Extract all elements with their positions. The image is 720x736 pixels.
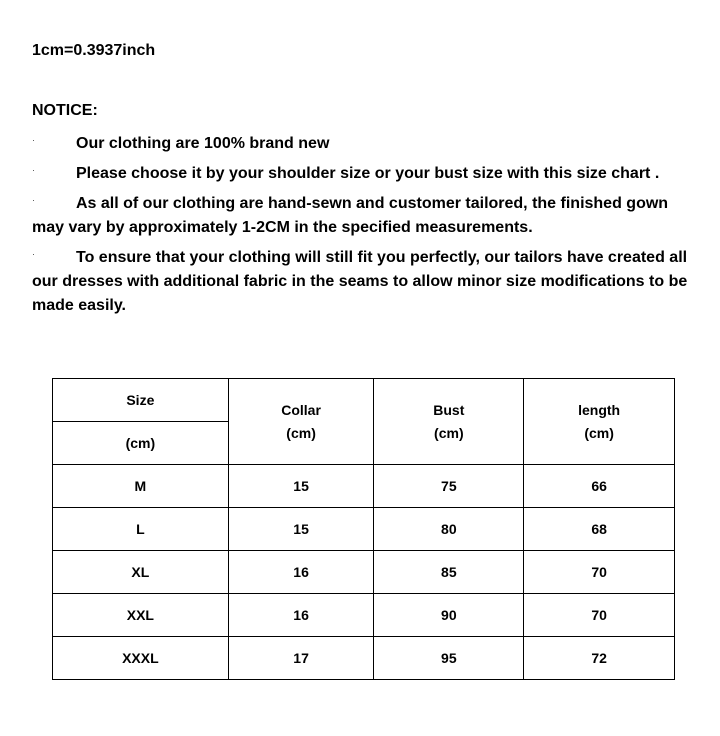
cell-collar: 16 — [228, 594, 374, 637]
table-row — [53, 465, 675, 508]
cell-collar: 15 — [228, 465, 374, 508]
cell-collar: 17 — [228, 637, 374, 680]
cell-bust: 90 — [374, 594, 524, 637]
cell-bust: 95 — [374, 637, 524, 680]
header-collar-label: Collar — [281, 401, 321, 418]
cell-length: 70 — [524, 594, 675, 637]
cell-size: XXXL — [53, 637, 229, 680]
bullet-icon: · — [32, 165, 35, 175]
notice-item — [32, 246, 692, 318]
header-length-unit: (cm) — [584, 424, 614, 441]
bullet-icon: · — [32, 249, 35, 259]
table-row — [53, 508, 675, 551]
header-size-unit: (cm) — [53, 422, 229, 465]
cell-size: M — [53, 465, 229, 508]
cell-collar: 15 — [228, 508, 374, 551]
cell-length: 66 — [524, 465, 675, 508]
notice-item — [32, 192, 692, 240]
cell-bust: 75 — [374, 465, 524, 508]
cell-bust: 85 — [374, 551, 524, 594]
bullet-icon: · — [32, 195, 35, 205]
table-header-row — [53, 379, 675, 422]
header-collar — [228, 379, 374, 465]
cell-collar: 16 — [228, 551, 374, 594]
cell-size: L — [53, 508, 229, 551]
table-row — [53, 551, 675, 594]
header-size: Size — [53, 379, 229, 422]
notice-item — [32, 162, 692, 186]
notice-text: To ensure that your clothing will still fit you perfectly, our tailors have created all our dresses with additional fabric in the seams to allow minor size modifications to be made easily. — [32, 249, 688, 314]
notice-item — [32, 132, 692, 156]
table-row — [53, 594, 675, 637]
cell-size: XXL — [53, 594, 229, 637]
header-collar-unit: (cm) — [286, 424, 316, 441]
cell-bust: 80 — [374, 508, 524, 551]
header-length — [524, 379, 675, 465]
size-chart-table — [52, 378, 675, 680]
cell-length: 72 — [524, 637, 675, 680]
header-bust-unit: (cm) — [434, 424, 464, 441]
notice-title: NOTICE: — [32, 102, 98, 119]
notice-text: Our clothing are 100% brand new — [76, 135, 330, 152]
notice-list — [32, 132, 692, 324]
notice-text: Please choose it by your shoulder size or your bust size with this size chart . — [76, 165, 660, 182]
header-length-label: length — [578, 401, 621, 418]
header-bust — [374, 379, 524, 465]
cell-size: XL — [53, 551, 229, 594]
unit-conversion: 1cm=0.3937inch — [32, 42, 156, 59]
cell-length: 68 — [524, 508, 675, 551]
cell-length: 70 — [524, 551, 675, 594]
header-bust-label: Bust — [433, 401, 465, 418]
notice-text: As all of our clothing are hand-sewn and customer tailored, the finished gown may vary by approximately 1-2CM in the specified measurements. — [32, 195, 669, 236]
bullet-icon: · — [32, 135, 35, 145]
table-row — [53, 637, 675, 680]
